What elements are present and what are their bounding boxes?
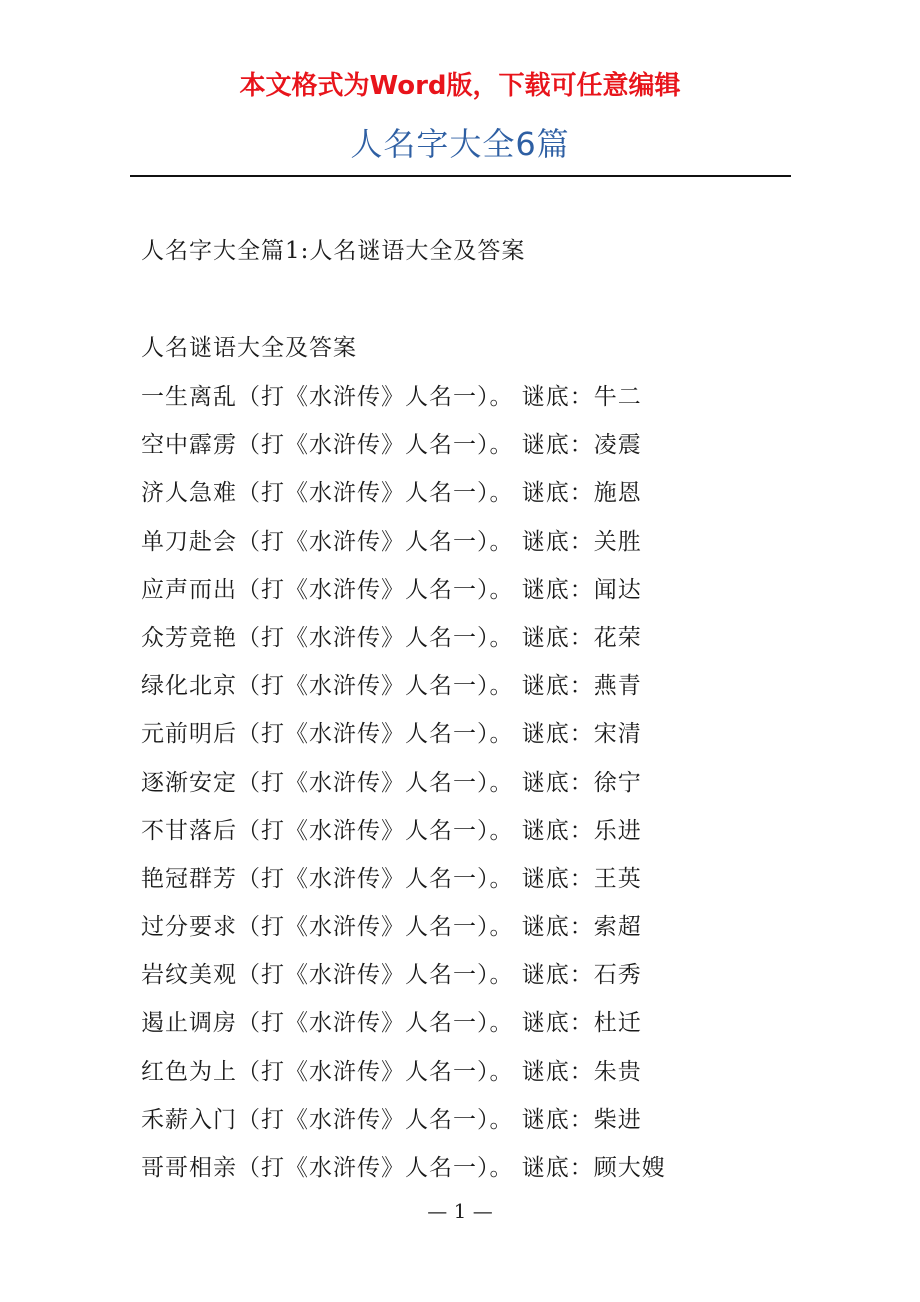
- title-divider: [130, 175, 791, 177]
- riddle-line: 众芳竞艳（打《水浒传》人名一）。 谜底：花荣: [141, 624, 642, 651]
- riddle-line: 不甘落后（打《水浒传》人名一）。 谜底：乐进: [141, 817, 642, 844]
- riddle-line: 哥哥相亲（打《水浒传》人名一）。 谜底：顾大嫂: [141, 1155, 666, 1181]
- riddle-line: 元前明后（打《水浒传》人名一）。 谜底：宋清: [141, 721, 642, 748]
- riddle-line: 艳冠群芳（打《水浒传》人名一）。 谜底：王英: [141, 865, 642, 892]
- page-number: — 1 —: [427, 1199, 493, 1223]
- subheading: 人名谜语大全及答案: [141, 335, 357, 361]
- riddle-line: 应声而出（打《水浒传》人名一）。 谜底：闻达: [141, 576, 642, 603]
- section-heading: 人名字大全篇1:人名谜语大全及答案: [141, 238, 526, 264]
- riddle-list: [141, 377, 666, 1196]
- riddle-line: 单刀赴会（打《水浒传》人名一）。 谜底：关胜: [141, 528, 642, 555]
- riddle-line: 空中霹雳（打《水浒传》人名一）。 谜底：凌震: [141, 432, 642, 459]
- riddle-line: 济人急难（打《水浒传》人名一）。 谜底：施恩: [141, 480, 642, 507]
- riddle-line: 绿化北京（打《水浒传》人名一）。 谜底：燕青: [141, 673, 642, 700]
- document-title: 人名字大全6篇: [350, 125, 570, 163]
- riddle-line: 一生离乱（打《水浒传》人名一）。 谜底：牛二: [141, 384, 642, 410]
- riddle-line: 红色为上（打《水浒传》人名一）。 谜底：朱贵: [141, 1058, 642, 1085]
- riddle-line: 过分要求（打《水浒传》人名一）。 谜底：索超: [141, 914, 642, 941]
- riddle-line: 岩纹美观（打《水浒传》人名一）。 谜底：石秀: [141, 962, 642, 989]
- riddle-line: 遏止调房（打《水浒传》人名一）。 谜底：杜迁: [141, 1010, 642, 1037]
- riddle-line: 禾薪入门（打《水浒传》人名一）。 谜底：柴进: [141, 1106, 642, 1133]
- format-notice: 本文格式为Word版，下载可任意编辑: [239, 71, 681, 101]
- riddle-line: 逐渐安定（打《水浒传》人名一）。 谜底：徐宁: [141, 769, 642, 796]
